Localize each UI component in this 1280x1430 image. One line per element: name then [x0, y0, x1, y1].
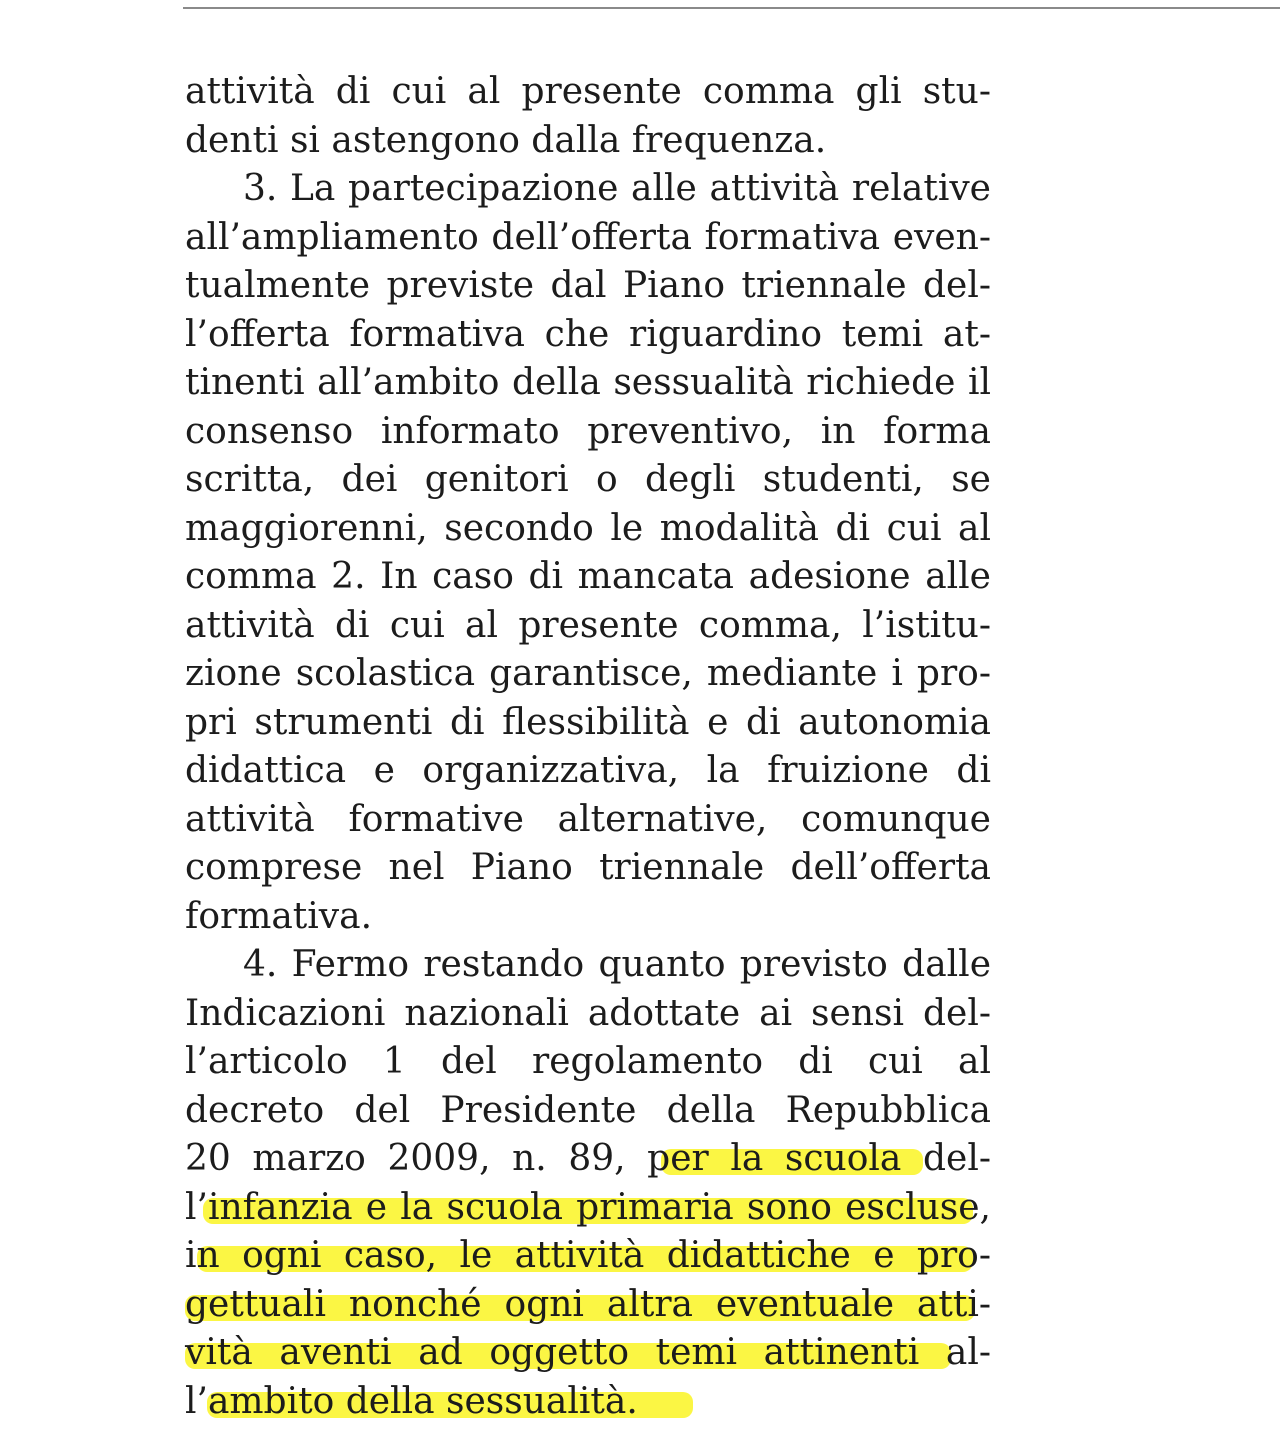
- text-line: [185, 796, 991, 845]
- text-line: [185, 408, 991, 457]
- line-text: all’ampliamento dell’offerta formativa even-: [185, 216, 991, 258]
- text-line: [185, 262, 991, 311]
- line-text: 20 marzo 2009, n. 89, per la scuola del-: [185, 1138, 991, 1179]
- text-line: [185, 1087, 991, 1136]
- line-text: Indicazioni nazionali adottate ai sensi del-: [185, 992, 991, 1034]
- text-line: [185, 650, 991, 699]
- text-line: [185, 1378, 991, 1427]
- text-line: [185, 505, 991, 554]
- text-line: [185, 1038, 991, 1087]
- line-text: l’articolo 1 del regolamento di cui al: [185, 1041, 991, 1082]
- line-text: vità aventi ad oggetto temi attinenti al-: [185, 1332, 991, 1373]
- text-line: [185, 1281, 991, 1330]
- text-line: [185, 602, 991, 651]
- line-text: zione scolastica garantisce, mediante i pro-: [185, 653, 991, 694]
- line-text: 4. Fermo restando quanto previsto dalle: [243, 944, 991, 985]
- line-text: comprese nel Piano triennale dell’offerta: [185, 847, 991, 888]
- text-line: [185, 1329, 991, 1378]
- line-text: attività di cui al presente comma, l’istitu-: [185, 604, 991, 646]
- line-text: attività formative alternative, comunque: [185, 798, 991, 840]
- text-line: [185, 747, 991, 796]
- text-line: [185, 311, 991, 360]
- top-rule: [183, 7, 1280, 9]
- line-text: in ogni caso, le attività didattiche e pro-: [185, 1235, 991, 1276]
- line-text: scritta, dei genitori o degli studenti, se: [185, 459, 991, 500]
- text-line: [185, 165, 991, 214]
- line-text: tinenti all’ambito della sessualità richiede il: [185, 362, 991, 403]
- text-line: [185, 553, 991, 602]
- text-line: [185, 214, 991, 263]
- text-line: [185, 1232, 991, 1281]
- text-line: [185, 990, 991, 1039]
- line-text: didattica e organizzativa, la fruizione di: [185, 750, 991, 791]
- text-line: [185, 68, 991, 117]
- text-line: [185, 359, 991, 408]
- text-line: [185, 844, 991, 893]
- text-line: [185, 941, 991, 990]
- text-line: [185, 699, 991, 748]
- line-text: l’offerta formativa che riguardino temi at-: [185, 313, 991, 355]
- line-text: comma 2. In caso di mancata adesione alle: [185, 556, 991, 597]
- text-line: [185, 893, 991, 942]
- line-text: 3. La partecipazione alle attività relative: [243, 168, 991, 209]
- line-text: pri strumenti di flessibilità e di autonomia: [185, 701, 991, 743]
- text-line: [185, 117, 991, 166]
- line-text: maggiorenni, secondo le modalità di cui al: [185, 507, 992, 549]
- text-line: [185, 1135, 991, 1184]
- line-text: l’ambito della sessualità.: [185, 1380, 638, 1422]
- text-line: [185, 1184, 991, 1233]
- line-text: attività di cui al presente comma gli stu-: [185, 71, 991, 112]
- line-text: decreto del Presidente della Repubblica: [185, 1089, 991, 1131]
- line-text: consenso informato preventivo, in forma: [185, 410, 991, 452]
- text-line: [185, 456, 991, 505]
- line-text: denti si astengono dalla frequenza.: [185, 119, 827, 161]
- document-body: [185, 68, 991, 1426]
- line-text: l’infanzia e la scuola primaria sono escluse,: [185, 1186, 991, 1228]
- line-text: formativa.: [185, 895, 373, 937]
- line-text: tualmente previste dal Piano triennale del-: [185, 265, 991, 306]
- line-text: gettuali nonché ogni altra eventuale atti-: [185, 1283, 992, 1325]
